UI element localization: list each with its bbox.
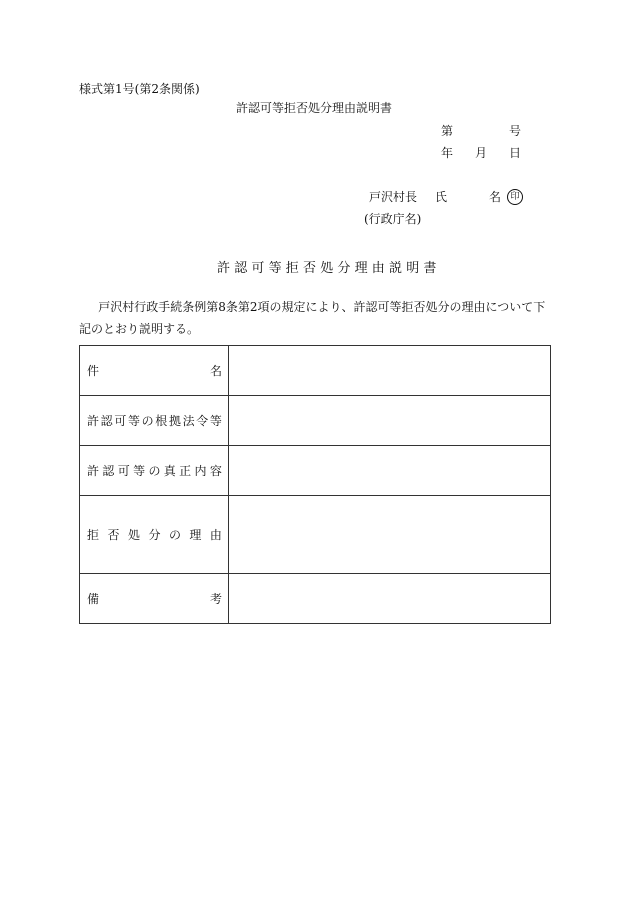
label-char: 拒	[87, 528, 100, 542]
label-char: の	[168, 528, 181, 542]
label-char: 可	[114, 414, 127, 428]
label-char: 令	[196, 414, 209, 428]
seal-mark: 印	[507, 189, 523, 205]
row-label	[80, 496, 229, 573]
document-heading: 許認可等拒否処分理由説明書	[236, 101, 393, 115]
table-row	[80, 496, 550, 574]
label-char: 等	[209, 414, 222, 428]
sender-mei: 名	[488, 190, 501, 204]
label-char: の	[141, 414, 154, 428]
label-char: 由	[209, 528, 222, 542]
main-title: 許認可等拒否処分理由説明書	[217, 261, 441, 276]
table-row	[80, 446, 550, 496]
sender-line	[369, 188, 523, 205]
label-char: 名	[209, 364, 222, 378]
label-char: 等	[133, 464, 146, 478]
body-text: 戸沢村行政手続条例第8条第2項の規定により、許認可等拒否処分の理由について下記のとおり説明する。	[79, 300, 546, 336]
row-value[interactable]	[229, 574, 550, 623]
form-label: 様式第1号(第2条関係)	[79, 82, 200, 96]
date-year: 年	[441, 146, 454, 160]
label-char: 備	[87, 592, 100, 606]
label-char: 認	[100, 414, 113, 428]
label-char: 件	[87, 364, 100, 378]
row-label	[80, 446, 229, 495]
label-char: 拠	[168, 414, 181, 428]
number-prefix: 第	[441, 124, 454, 138]
row-value[interactable]	[229, 496, 550, 573]
label-char: 認	[102, 464, 115, 478]
label-char: 理	[189, 528, 202, 542]
label-char: 法	[182, 414, 195, 428]
label-char: 分	[148, 528, 161, 542]
label-char: 許	[87, 414, 100, 428]
row-label	[80, 396, 229, 445]
label-char: 可	[117, 464, 130, 478]
table-row	[80, 396, 550, 446]
table-row	[80, 574, 550, 623]
agency-name: (行政庁名)	[364, 212, 422, 226]
row-label	[80, 574, 229, 623]
date-month: 月	[474, 146, 487, 160]
table-row	[80, 346, 550, 396]
label-char: 処	[127, 528, 140, 542]
row-value[interactable]	[229, 396, 550, 445]
row-value[interactable]	[229, 446, 550, 495]
sender-title: 戸沢村長	[369, 190, 418, 204]
number-suffix: 号	[508, 124, 521, 138]
row-label	[80, 346, 229, 395]
label-char: 許	[87, 464, 100, 478]
label-char: 考	[209, 592, 222, 606]
sender-shi: 氏	[435, 190, 448, 204]
document-number	[441, 122, 521, 139]
label-char: の	[148, 464, 161, 478]
form-table	[79, 345, 551, 624]
label-char: 否	[107, 528, 120, 542]
date-day: 日	[508, 146, 521, 160]
document-date	[441, 144, 521, 161]
label-char: 等	[127, 414, 140, 428]
label-char: 正	[179, 464, 192, 478]
label-char: 真	[163, 464, 176, 478]
label-char: 容	[209, 464, 222, 478]
label-char: 根	[155, 414, 168, 428]
label-char: 内	[194, 464, 207, 478]
row-value[interactable]	[229, 346, 550, 395]
